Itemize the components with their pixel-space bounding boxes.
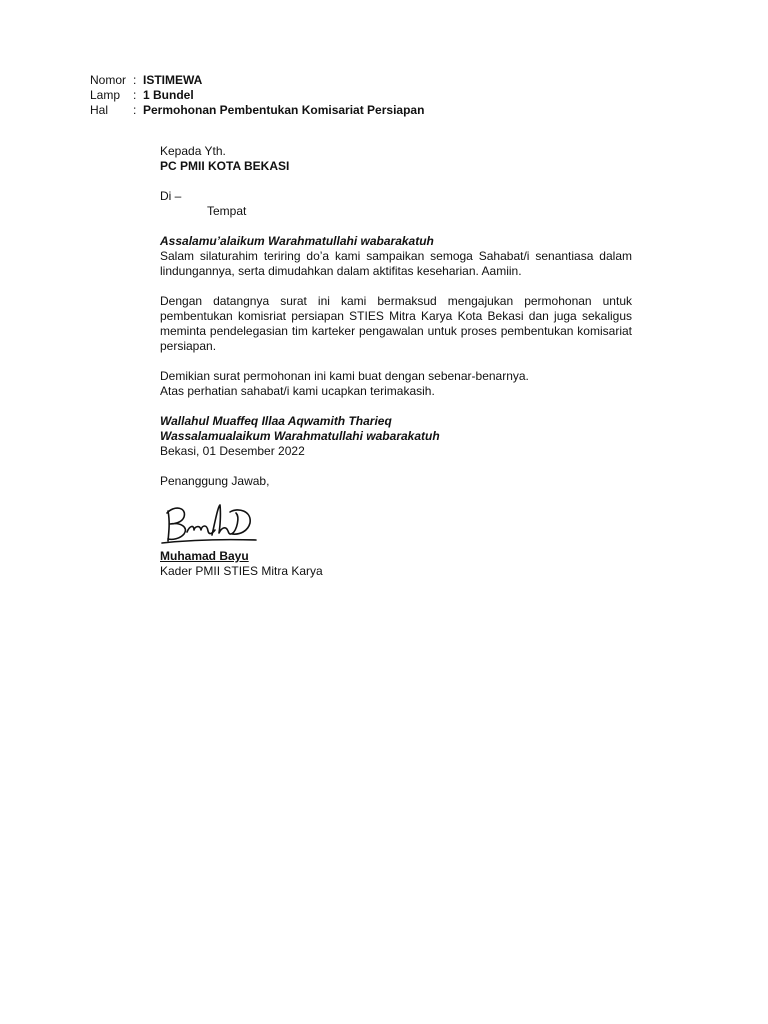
closing-wassalam: Wassalamualaikum Warahmatullahi wabarakatuh: [160, 429, 440, 443]
signature-image: [160, 497, 260, 549]
letter-header: [90, 73, 650, 118]
body-paragraph-block: [160, 294, 632, 354]
recipient-greeting: Kepada Yth.: [160, 144, 226, 158]
signatory-name: Muhamad Bayu: [160, 549, 249, 563]
opening-paragraph-block: [160, 249, 632, 279]
lamp-value: 1 Bundel: [143, 88, 194, 102]
nomor-separator: :: [133, 73, 137, 87]
lamp-label: Lamp: [90, 88, 121, 102]
hal-separator: :: [133, 103, 137, 117]
signatory-title: Kader PMII STIES Mitra Karya: [160, 564, 323, 578]
header-row-lamp: [90, 88, 650, 103]
closing-line-2: Atas perhatian sahabat/i kami ucapkan terimakasih.: [160, 384, 435, 398]
nomor-value: ISTIMEWA: [143, 73, 203, 87]
recipient-name: PC PMII KOTA BEKASI: [160, 159, 290, 173]
letter-date: Bekasi, 01 Desember 2022: [160, 444, 305, 458]
nomor-label: Nomor: [90, 73, 127, 87]
opening-salam: Assalamu’alaikum Warahmatullahi wabarakatuh: [160, 234, 434, 248]
hal-label: Hal: [90, 103, 109, 117]
responsible-label: Penanggung Jawab,: [160, 474, 270, 488]
recipient-place: Tempat: [207, 204, 247, 218]
letter-content: [160, 144, 632, 579]
opening-paragraph: Salam silaturahim teriring do’a kami sampaikan semoga Sahabat/i senantiasa dalam lindungannya, serta dimudahkan dalam aktifitas keseharian. Aamiin.: [160, 249, 632, 278]
closing-wallahul: Wallahul Muaffeq Illaa Aqwamith Tharieq: [160, 414, 392, 428]
recipient-di: Di –: [160, 189, 182, 203]
header-row-hal: [90, 103, 650, 118]
closing-line-1: Demikian surat permohonan ini kami buat dengan sebenar-benarnya.: [160, 369, 529, 383]
lamp-separator: :: [133, 88, 137, 102]
hal-value: Permohonan Pembentukan Komisariat Persiapan: [143, 103, 425, 117]
header-row-nomor: [90, 73, 650, 88]
body-paragraph: Dengan datangnya surat ini kami bermaksud mengajukan permohonan untuk pembentukan komisriat persiapan STIES Mitra Karya Kota Bekasi dan juga sekaligus meminta pendelegasian tim karteker pengawalan untuk proses pembentukan komisariat persiapan.: [160, 294, 632, 353]
